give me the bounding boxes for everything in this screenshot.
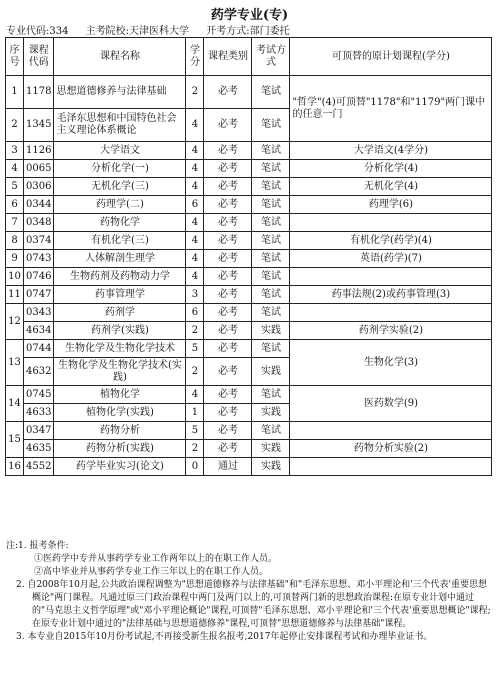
cell-replace-merged: "哲学"(4)可顶替"1178"和"1179"两门课中的任意一门	[290, 76, 492, 142]
cell-category: 必考	[204, 358, 252, 386]
cell-name: 生物化学及生物化学技术	[54, 340, 186, 358]
table-row	[6, 286, 492, 304]
cell-replace: 无机化学(4)	[290, 178, 492, 196]
cell-exam: 笔试	[252, 422, 290, 440]
cell-name: 分析化学(一)	[54, 160, 186, 178]
cell-exam: 笔试	[252, 232, 290, 250]
cell-seq: 10	[6, 268, 24, 286]
cell-category: 必考	[204, 304, 252, 322]
cell-seq: 4	[6, 160, 24, 178]
cell-category: 必考	[204, 142, 252, 160]
cell-name: 生物化学及生物化学技术(实践)	[54, 358, 186, 386]
cell-seq: 13	[6, 340, 24, 386]
cell-credit: 5	[186, 340, 204, 358]
cell-name: 思想道德修养与法律基础	[54, 76, 186, 109]
cell-replace: 英语(药学)(7)	[290, 250, 492, 268]
cell-name: 药物化学	[54, 214, 186, 232]
cell-name: 毛泽东思想和中国特色社会主义理论体系概论	[54, 109, 186, 142]
cell-seq: 2	[6, 109, 24, 142]
cell-name: 植物化学	[54, 386, 186, 404]
cell-code: 4635	[24, 440, 54, 458]
cell-exam: 笔试	[252, 142, 290, 160]
cell-credit: 6	[186, 196, 204, 214]
cell-credit: 4	[186, 250, 204, 268]
header-seq: 序号	[6, 38, 24, 76]
cell-exam: 笔试	[252, 340, 290, 358]
cell-category: 必考	[204, 160, 252, 178]
cell-category: 必考	[204, 386, 252, 404]
cell-code: 1178	[24, 76, 54, 109]
cell-seq: 11	[6, 286, 24, 304]
table-row	[6, 322, 492, 340]
cell-credit: 4	[186, 142, 204, 160]
cell-exam: 笔试	[252, 109, 290, 142]
cell-replace: 分析化学(4)	[290, 160, 492, 178]
cell-exam: 笔试	[252, 76, 290, 109]
cell-code: 4633	[24, 404, 54, 422]
cell-code: 0747	[24, 286, 54, 304]
cell-seq: 5	[6, 178, 24, 196]
cell-replace: 药事法规(2)或药事管理(3)	[290, 286, 492, 304]
cell-code: 0348	[24, 214, 54, 232]
header-name: 课程名称	[54, 38, 186, 76]
note-1	[6, 540, 494, 553]
cell-exam: 笔试	[252, 286, 290, 304]
cell-credit: 4	[186, 386, 204, 404]
cell-exam: 笔试	[252, 268, 290, 286]
cell-name: 药剂学	[54, 304, 186, 322]
cell-replace: 医药数学(9)	[290, 386, 492, 422]
cell-category: 必考	[204, 322, 252, 340]
note-1-text: 1. 报考条件:	[18, 541, 69, 551]
note-3: 3. 本专业自2015年10月份考试起,不再接受新生报名报考,2017年起停止安排课程考试和办理毕业证书。	[16, 632, 433, 642]
cell-code: 0347	[24, 422, 54, 440]
cell-code: 0306	[24, 178, 54, 196]
cell-name: 药事管理学	[54, 286, 186, 304]
cell-seq: 7	[6, 214, 24, 232]
cell-exam: 笔试	[252, 196, 290, 214]
cell-exam: 笔试	[252, 304, 290, 322]
cell-category: 必考	[204, 196, 252, 214]
cell-code: 0065	[24, 160, 54, 178]
cell-category: 必考	[204, 404, 252, 422]
table-row	[6, 340, 492, 358]
cell-exam: 笔试	[252, 178, 290, 196]
table-row	[6, 458, 492, 476]
cell-code: 0746	[24, 268, 54, 286]
cell-code: 0744	[24, 340, 54, 358]
cell-category: 必考	[204, 422, 252, 440]
cell-exam: 实践	[252, 440, 290, 458]
cell-seq: 8	[6, 232, 24, 250]
cell-name: 大学语文	[54, 142, 186, 160]
cell-seq: 1	[6, 76, 24, 109]
cell-category: 必考	[204, 232, 252, 250]
cell-credit: 0	[186, 458, 204, 476]
table-row	[6, 250, 492, 268]
table-row	[6, 232, 492, 250]
cell-seq: 16	[6, 458, 24, 476]
cell-replace: 药剂学实验(2)	[290, 322, 492, 340]
cell-replace	[290, 268, 492, 286]
cell-name: 药物分析	[54, 422, 186, 440]
cell-category: 必考	[204, 214, 252, 232]
header-credit: 学分	[186, 38, 204, 76]
exam-school: 主考院校:天津医科大学	[85, 26, 190, 37]
note-2: 2. 自2008年10月起,公共政治课程调整为"思想道德修养与法律基础"和"毛泽东思想、邓小平理论和'三个代表'重要思想概论"两门课程。凡通过原三门政治课程中两门及两门以上的,可顶替两门新的思想政治课程:在原专业计划中通过的"马克思主义哲学原理"或"邓小平理论概论"课程,可顶替"毛泽东思想、邓小平理论和'三个代表'重要思想概论"课程;在原专业计划中通过的"法律基础与思想道德修养"课程,可顶替"思想道德修养与法律基础"课程。	[16, 580, 491, 629]
cell-credit: 2	[186, 322, 204, 340]
cell-code: 0745	[24, 386, 54, 404]
cell-code: 0343	[24, 304, 54, 322]
major-meta	[6, 22, 304, 37]
table-row	[6, 142, 492, 160]
cell-category: 必考	[204, 76, 252, 109]
cell-name: 药理学(二)	[54, 196, 186, 214]
header-exam: 考试方式	[252, 38, 290, 76]
cell-name: 药物分析(实践)	[54, 440, 186, 458]
cell-code: 1126	[24, 142, 54, 160]
cell-category: 必考	[204, 440, 252, 458]
table-header-row	[6, 38, 492, 76]
cell-replace: 生物化学(3)	[290, 340, 492, 386]
cell-category: 通过	[204, 458, 252, 476]
cell-credit: 4	[186, 232, 204, 250]
cell-category: 必考	[204, 109, 252, 142]
cell-category: 必考	[204, 178, 252, 196]
table-row	[6, 440, 492, 458]
cell-replace	[290, 458, 492, 476]
notes	[6, 540, 494, 644]
cell-credit: 2	[186, 76, 204, 109]
table-row	[6, 386, 492, 404]
cell-code: 0743	[24, 250, 54, 268]
table-row	[6, 422, 492, 440]
table-row	[6, 214, 492, 232]
cell-replace	[290, 214, 492, 232]
cell-code: 0344	[24, 196, 54, 214]
cell-credit: 3	[186, 286, 204, 304]
cell-code: 4634	[24, 322, 54, 340]
cell-replace: 有机化学(药学)(4)	[290, 232, 492, 250]
cell-replace: 药理学(6)	[290, 196, 492, 214]
cell-exam: 笔试	[252, 214, 290, 232]
cell-name: 植物化学(实践)	[54, 404, 186, 422]
cell-code: 4632	[24, 358, 54, 386]
cell-code: 1345	[24, 109, 54, 142]
cell-name: 无机化学(三)	[54, 178, 186, 196]
cell-replace: 大学语文(4学分)	[290, 142, 492, 160]
cell-name: 生物药剂及药物动力学	[54, 268, 186, 286]
table-row	[6, 76, 492, 109]
cell-replace	[290, 422, 492, 440]
cell-credit: 1	[186, 404, 204, 422]
cell-exam: 实践	[252, 404, 290, 422]
cell-credit: 5	[186, 422, 204, 440]
cell-credit: 2	[186, 440, 204, 458]
cell-seq: 12	[6, 304, 24, 340]
cell-category: 必考	[204, 340, 252, 358]
cell-credit: 4	[186, 268, 204, 286]
cell-category: 必考	[204, 286, 252, 304]
cell-name: 药剂学(实践)	[54, 322, 186, 340]
cell-name: 有机化学(三)	[54, 232, 186, 250]
cell-exam: 笔试	[252, 386, 290, 404]
cell-replace	[290, 304, 492, 322]
cell-replace: 药物分析实验(2)	[290, 440, 492, 458]
cell-credit: 4	[186, 109, 204, 142]
page-title: 药学专业(专)	[210, 8, 289, 23]
table-row	[6, 268, 492, 286]
cell-category: 必考	[204, 250, 252, 268]
cell-name: 药学毕业实习(论文)	[54, 458, 186, 476]
cell-seq: 6	[6, 196, 24, 214]
cell-credit: 4	[186, 178, 204, 196]
cell-exam: 实践	[252, 358, 290, 386]
header-category: 课程类别	[204, 38, 252, 76]
header-replace: 可顶替的原计划课程(学分)	[290, 38, 492, 76]
cell-seq: 15	[6, 422, 24, 458]
cell-name: 人体解剖生理学	[54, 250, 186, 268]
cell-credit: 4	[186, 214, 204, 232]
table-row	[6, 196, 492, 214]
cell-credit: 6	[186, 304, 204, 322]
cell-code: 0374	[24, 232, 54, 250]
header-code: 课程代码	[24, 38, 54, 76]
cell-credit: 4	[186, 160, 204, 178]
cell-code: 4552	[24, 458, 54, 476]
cell-exam: 笔试	[252, 250, 290, 268]
note-1a: ①医药学中专并从事药学专业工作两年以上的在职工作人员。	[34, 554, 278, 564]
cell-exam: 实践	[252, 322, 290, 340]
exam-mode: 开考方式:部门委托	[206, 26, 290, 37]
cell-exam: 实践	[252, 458, 290, 476]
notes-label: 注:	[6, 541, 19, 551]
cell-credit: 2	[186, 358, 204, 386]
note-1b: ②高中毕业并从事药学专业工作三年以上的在职工作人员。	[34, 567, 269, 577]
table-row	[6, 160, 492, 178]
cell-seq: 14	[6, 386, 24, 422]
table-row	[6, 178, 492, 196]
cell-seq: 9	[6, 250, 24, 268]
cell-seq: 3	[6, 142, 24, 160]
cell-exam: 笔试	[252, 160, 290, 178]
table-row	[6, 304, 492, 322]
cell-category: 必考	[204, 268, 252, 286]
major-code: 专业代码:334	[6, 26, 69, 37]
course-table	[5, 37, 492, 476]
